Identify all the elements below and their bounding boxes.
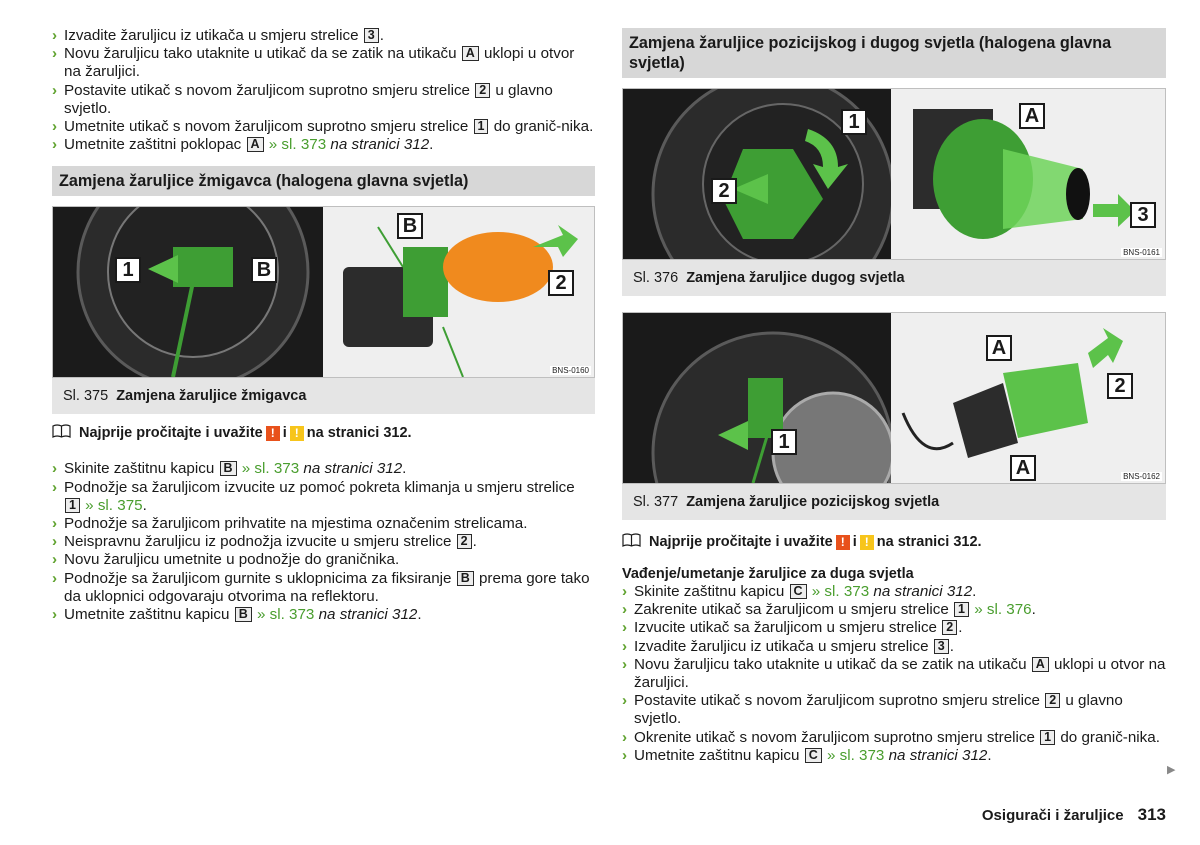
read-note-pre: Najprije pročitajte i uvažite xyxy=(79,425,263,442)
callout-key: 2 xyxy=(1045,693,1060,708)
step-text: Okrenite utikač s novom žaruljicom suprotno smjeru strelice xyxy=(634,728,1040,746)
left-column xyxy=(52,0,595,624)
figure-377 xyxy=(622,312,1166,484)
read-first-note xyxy=(52,424,595,442)
page-footer xyxy=(982,805,1166,825)
book-icon xyxy=(52,424,71,442)
callout-key: 1 xyxy=(1040,730,1055,745)
step-item xyxy=(52,27,595,45)
step-item xyxy=(622,656,1166,692)
figure-reference-link[interactable]: » sl. 373 xyxy=(237,460,300,478)
bullet-chevron-icon: › xyxy=(52,515,58,533)
bullet-chevron-icon: › xyxy=(52,136,58,154)
figure-reference-link[interactable]: » sl. 373 xyxy=(822,746,885,764)
bullet-chevron-icon: › xyxy=(52,81,58,99)
bullet-chevron-icon: › xyxy=(52,118,58,136)
step-text: Novu žaruljicu tako utaknite u utikač da se zatik na utikaču xyxy=(64,45,461,63)
figure-375-code: BNS-0160 xyxy=(552,366,589,376)
step-item xyxy=(52,479,595,515)
read-first-note-right xyxy=(622,533,1166,551)
footer-section-title: Osigurači i žaruljice xyxy=(981,807,1124,824)
bullet-chevron-icon: › xyxy=(52,27,58,44)
read-note-mid: i xyxy=(282,425,287,442)
step-text: Izvadite žaruljicu iz utikača u smjeru strelice xyxy=(64,27,363,44)
figure-377-label-a-top: A xyxy=(986,335,1012,361)
step-item xyxy=(52,606,595,624)
step-text: u glavno svjetlo. xyxy=(64,81,553,117)
figure-reference-link[interactable]: » sl. 375 xyxy=(80,496,143,514)
read-note-post: na stranici 312. xyxy=(876,534,982,550)
step-item xyxy=(52,82,595,118)
step-text: uklopi u otvor na žaruljici. xyxy=(634,655,1166,692)
step-item xyxy=(52,45,595,81)
page-reference: na stranici 312 xyxy=(869,583,973,600)
step-text: Postavite utikač s novom žaruljicom suprotno smjeru strelice xyxy=(64,81,475,99)
step-text: Skinite zaštitnu kapicu xyxy=(634,583,789,600)
caution-icon: ! xyxy=(290,426,304,441)
step-text: Podnožje sa žaruljicom prihvatite na mjestima označenim strelicama. xyxy=(64,515,528,533)
step-text: . xyxy=(958,619,963,637)
book-icon xyxy=(622,533,641,551)
callout-key: B xyxy=(220,461,237,476)
callout-key: 2 xyxy=(475,83,490,98)
figure-376-code: BNS-0161 xyxy=(1123,248,1160,257)
step-item xyxy=(52,533,595,551)
step-item xyxy=(52,551,595,569)
page-number: 313 xyxy=(1137,805,1166,824)
callout-key: 3 xyxy=(934,639,949,654)
figure-375 xyxy=(52,206,595,378)
page-reference: na stranici 312 xyxy=(884,746,988,764)
section-heading-turn-signal: Zamjena žaruljice žmigavca (halogena glavna svjetla) xyxy=(52,166,595,196)
page-reference: na stranici 312 xyxy=(299,460,403,478)
figure-377-illustration xyxy=(623,313,1166,483)
read-note-mid: i xyxy=(852,534,857,550)
step-text: Novu žaruljicu umetnite u podnožje do graničnika. xyxy=(64,551,400,569)
step-item xyxy=(52,460,595,478)
step-text: . xyxy=(472,533,477,551)
step-item xyxy=(52,136,595,154)
step-text: . xyxy=(1031,601,1036,619)
bullet-chevron-icon: › xyxy=(622,583,628,600)
figure-376-label-a: A xyxy=(1019,103,1045,129)
step-text: Postavite utikač s novom žaruljicom suprotno smjeru strelice xyxy=(634,692,1045,710)
callout-key: 2 xyxy=(457,534,472,549)
bullet-chevron-icon: › xyxy=(52,478,58,496)
figure-375-label-2: 2 xyxy=(548,270,574,296)
figure-376-label-1: 1 xyxy=(841,109,867,135)
read-note-post: na stranici 312. xyxy=(306,425,412,442)
bullet-chevron-icon: › xyxy=(622,746,628,764)
callout-key: B xyxy=(235,607,252,622)
step-item xyxy=(622,583,1166,601)
step-item xyxy=(622,747,1166,765)
step-item xyxy=(622,619,1166,637)
bullet-chevron-icon: › xyxy=(622,637,628,655)
step-item xyxy=(622,729,1166,747)
step-text: prema gore tako da uklopnici odgovaraju otvorima na reflektoru. xyxy=(64,569,590,605)
step-text: . xyxy=(972,583,977,600)
bullet-chevron-icon: › xyxy=(52,45,58,63)
callout-key: 1 xyxy=(65,498,80,513)
right-column xyxy=(622,0,1166,765)
callout-key: 3 xyxy=(364,28,379,43)
step-list-turn-signal xyxy=(52,460,595,624)
figure-375-title: Zamjena žaruljice žmigavca xyxy=(116,388,307,405)
step-text: Novu žaruljicu tako utaknite u utikač da se zatik na utikaču xyxy=(634,655,1031,673)
bullet-chevron-icon: › xyxy=(622,728,628,746)
figure-reference-link[interactable]: » sl. 373 xyxy=(264,136,327,154)
step-text: . xyxy=(402,460,407,478)
step-item xyxy=(622,692,1166,728)
callout-key: C xyxy=(805,748,822,763)
figure-377-number: Sl. 377 xyxy=(633,494,679,510)
step-item xyxy=(622,638,1166,656)
callout-key: 1 xyxy=(474,119,489,134)
figure-375-caption xyxy=(52,378,595,414)
step-text: . xyxy=(987,746,992,764)
bullet-chevron-icon: › xyxy=(622,655,628,673)
bullet-chevron-icon: › xyxy=(52,569,58,587)
figure-375-number: Sl. 375 xyxy=(63,388,109,405)
figure-reference-link[interactable]: » sl. 373 xyxy=(807,583,870,600)
callout-key: A xyxy=(462,46,479,61)
figure-376-caption xyxy=(622,260,1166,296)
figure-376-title: Zamjena žaruljice dugog svjetla xyxy=(686,270,905,286)
bullet-chevron-icon: › xyxy=(52,606,58,624)
step-text: do granič-nika. xyxy=(489,118,594,136)
figure-376-label-3: 3 xyxy=(1130,202,1156,228)
step-list-high-beam xyxy=(622,583,1166,765)
continue-arrow-icon: ▶ xyxy=(1167,764,1176,776)
figure-375-label-b-left: B xyxy=(251,257,277,283)
step-text: Umetnite utikač s novom žaruljicom suprotno smjeru strelice xyxy=(64,118,473,136)
step-text: uklopi u otvor na žaruljici. xyxy=(64,45,575,81)
step-text: Izvucite utikač sa žaruljicom u smjeru strelice xyxy=(634,619,942,637)
step-text: do granič-nika. xyxy=(1056,728,1160,746)
step-text: Neispravnu žaruljicu iz podnožja izvucite u smjeru strelice xyxy=(64,533,456,551)
figure-reference-link[interactable]: » sl. 373 xyxy=(252,606,315,624)
step-text: Umetnite zaštitnu kapicu xyxy=(64,606,234,624)
step-item xyxy=(52,515,595,533)
figure-375-label-b-right: B xyxy=(397,213,423,239)
step-text: Zakrenite utikač sa žaruljicom u smjeru strelice xyxy=(634,601,954,619)
subheading-high-beam: Vađenje/umetanje žaruljice za duga svjetla xyxy=(622,566,914,582)
figure-376 xyxy=(622,88,1166,260)
callout-key: A xyxy=(1032,657,1049,672)
step-text: . xyxy=(429,136,434,154)
figure-377-label-1: 1 xyxy=(771,429,797,455)
warning-icon: ! xyxy=(266,426,280,441)
bullet-chevron-icon: › xyxy=(52,551,58,569)
caution-icon: ! xyxy=(860,535,874,550)
bullet-chevron-icon: › xyxy=(622,601,628,619)
bullet-chevron-icon: › xyxy=(622,619,628,637)
callout-key: 2 xyxy=(942,620,957,635)
callout-key: 1 xyxy=(954,602,969,617)
section-heading-position-high-beam: Zamjena žaruljice pozicijskog i dugog svjetla (halogena glavna svjetla) xyxy=(622,28,1166,78)
step-text: . xyxy=(417,606,422,624)
step-text: . xyxy=(142,496,147,514)
step-text: Podnožje sa žaruljicom izvucite uz pomoć pokreta klimanja u smjeru strelice xyxy=(64,478,575,496)
figure-376-label-2: 2 xyxy=(711,178,737,204)
figure-376-illustration xyxy=(623,89,1166,259)
figure-376-number: Sl. 376 xyxy=(633,270,679,286)
figure-375-label-1: 1 xyxy=(115,257,141,283)
figure-reference-link[interactable]: » sl. 376 xyxy=(970,601,1032,619)
page-reference: na stranici 312 xyxy=(326,136,430,154)
figure-377-caption xyxy=(622,484,1166,520)
bullet-chevron-icon: › xyxy=(622,692,628,710)
callout-key: A xyxy=(247,137,264,152)
callout-key: B xyxy=(457,571,474,586)
step-list-continued xyxy=(52,27,595,154)
warning-icon: ! xyxy=(836,535,850,550)
figure-377-title: Zamjena žaruljice pozicijskog svjetla xyxy=(686,494,940,510)
read-note-pre: Najprije pročitajte i uvažite xyxy=(649,534,833,550)
page-reference: na stranici 312 xyxy=(314,606,418,624)
bullet-chevron-icon: › xyxy=(52,460,58,478)
figure-377-label-a-bottom: A xyxy=(1010,455,1036,481)
bullet-chevron-icon: › xyxy=(52,533,58,551)
step-text: Skinite zaštitnu kapicu xyxy=(64,460,219,478)
figure-377-label-2: 2 xyxy=(1107,373,1133,399)
callout-key: C xyxy=(790,584,807,599)
step-text: Izvadite žaruljicu iz utikača u smjeru strelice xyxy=(634,637,933,655)
step-item xyxy=(622,601,1166,619)
step-item xyxy=(52,570,595,606)
step-item xyxy=(52,118,595,136)
step-text: . xyxy=(949,637,954,655)
step-text: Umetnite zaštitni poklopac xyxy=(64,136,246,154)
figure-375-illustration xyxy=(53,207,595,377)
step-text: u glavno svjetlo. xyxy=(634,692,1123,728)
step-text: Umetnite zaštitnu kapicu xyxy=(634,746,804,764)
figure-377-code: BNS-0162 xyxy=(1123,472,1160,481)
step-text: Podnožje sa žaruljicom gurnite s uklopnicima za fiksiranje xyxy=(64,569,456,587)
step-text: . xyxy=(379,27,384,44)
